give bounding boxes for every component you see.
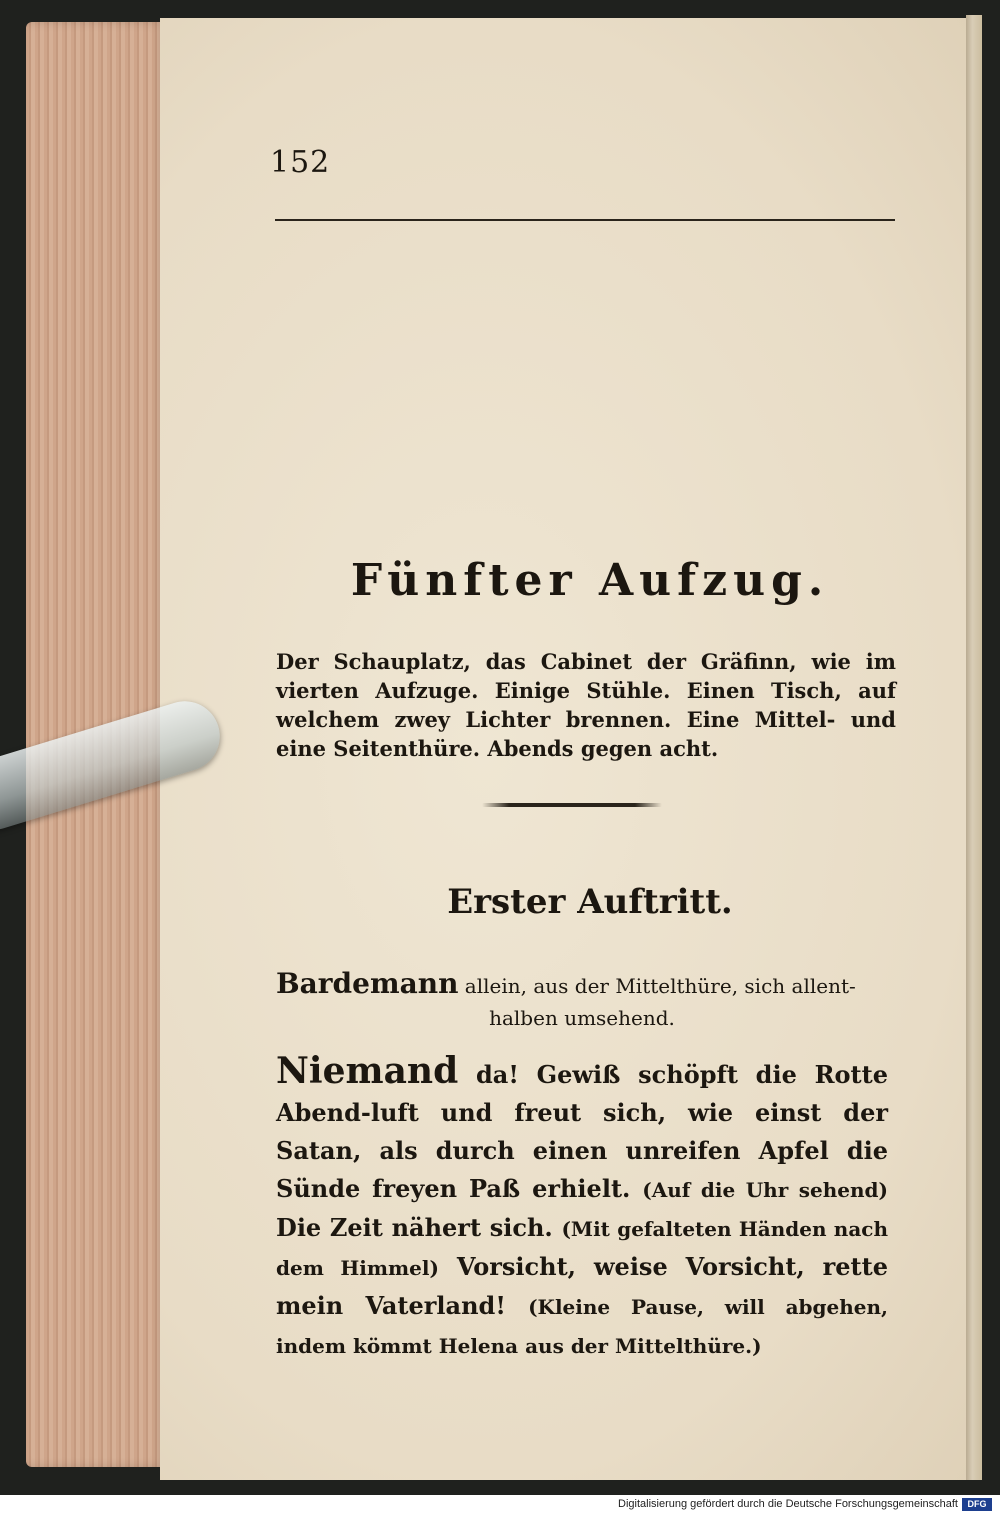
scene-title: Erster Auftritt. <box>447 882 733 922</box>
footer-bar <box>0 1495 1000 1515</box>
section-divider <box>482 803 662 807</box>
header-rule <box>275 219 895 221</box>
stage-direction-line1: allein, aus der Mittelthüre, sich allent- <box>464 974 856 998</box>
page-number: 152 <box>270 145 331 180</box>
stage-direction <box>276 968 888 1034</box>
dialogue-part2: Die Zeit nähert sich. <box>276 1213 562 1242</box>
scene-description: Der Schauplatz, das Cabinet der Gräfinn, wie im vierten Aufzuge. Einige Stühle. Einen Tisch, auf welchem zwey Lichter brennen. Eine Mittel- und eine Seitenthüre. Abends gegen acht. <box>276 649 896 761</box>
dialogue-part3: Vorsicht, weise Vorsicht, rette mein Vaterland! <box>276 1252 889 1320</box>
footer-credit: Digitalisierung gefördert durch die Deutsche Forschungsgemeinschaft <box>618 1498 958 1510</box>
direction-3: (Kleine Pause, will abgehen, indem kömmt Helena aus der Mittelthüre.) <box>276 1295 889 1358</box>
dialogue-text <box>276 1052 888 1365</box>
dialogue-part1: da! Gewiß schöpft die Rotte Abend-luft und freut sich, wie einst der Satan, als durch einen unreifen Apfel die Sünde freyen Paß erhielt. <box>276 1060 888 1203</box>
speaker-name: Bardemann <box>276 967 459 1000</box>
direction-1: (Auf die Uhr sehend) <box>642 1178 888 1202</box>
right-page-edge <box>966 15 982 1480</box>
dfg-logo-icon: DFG <box>962 1498 992 1511</box>
act-title: Fünfter Aufzug. <box>350 555 830 606</box>
first-word: Niemand <box>276 1050 459 1092</box>
stage-direction-line2: halben umsehend. <box>489 1006 675 1030</box>
direction-2: (Mit gefalteten Händen nach dem Himmel) <box>276 1217 889 1280</box>
